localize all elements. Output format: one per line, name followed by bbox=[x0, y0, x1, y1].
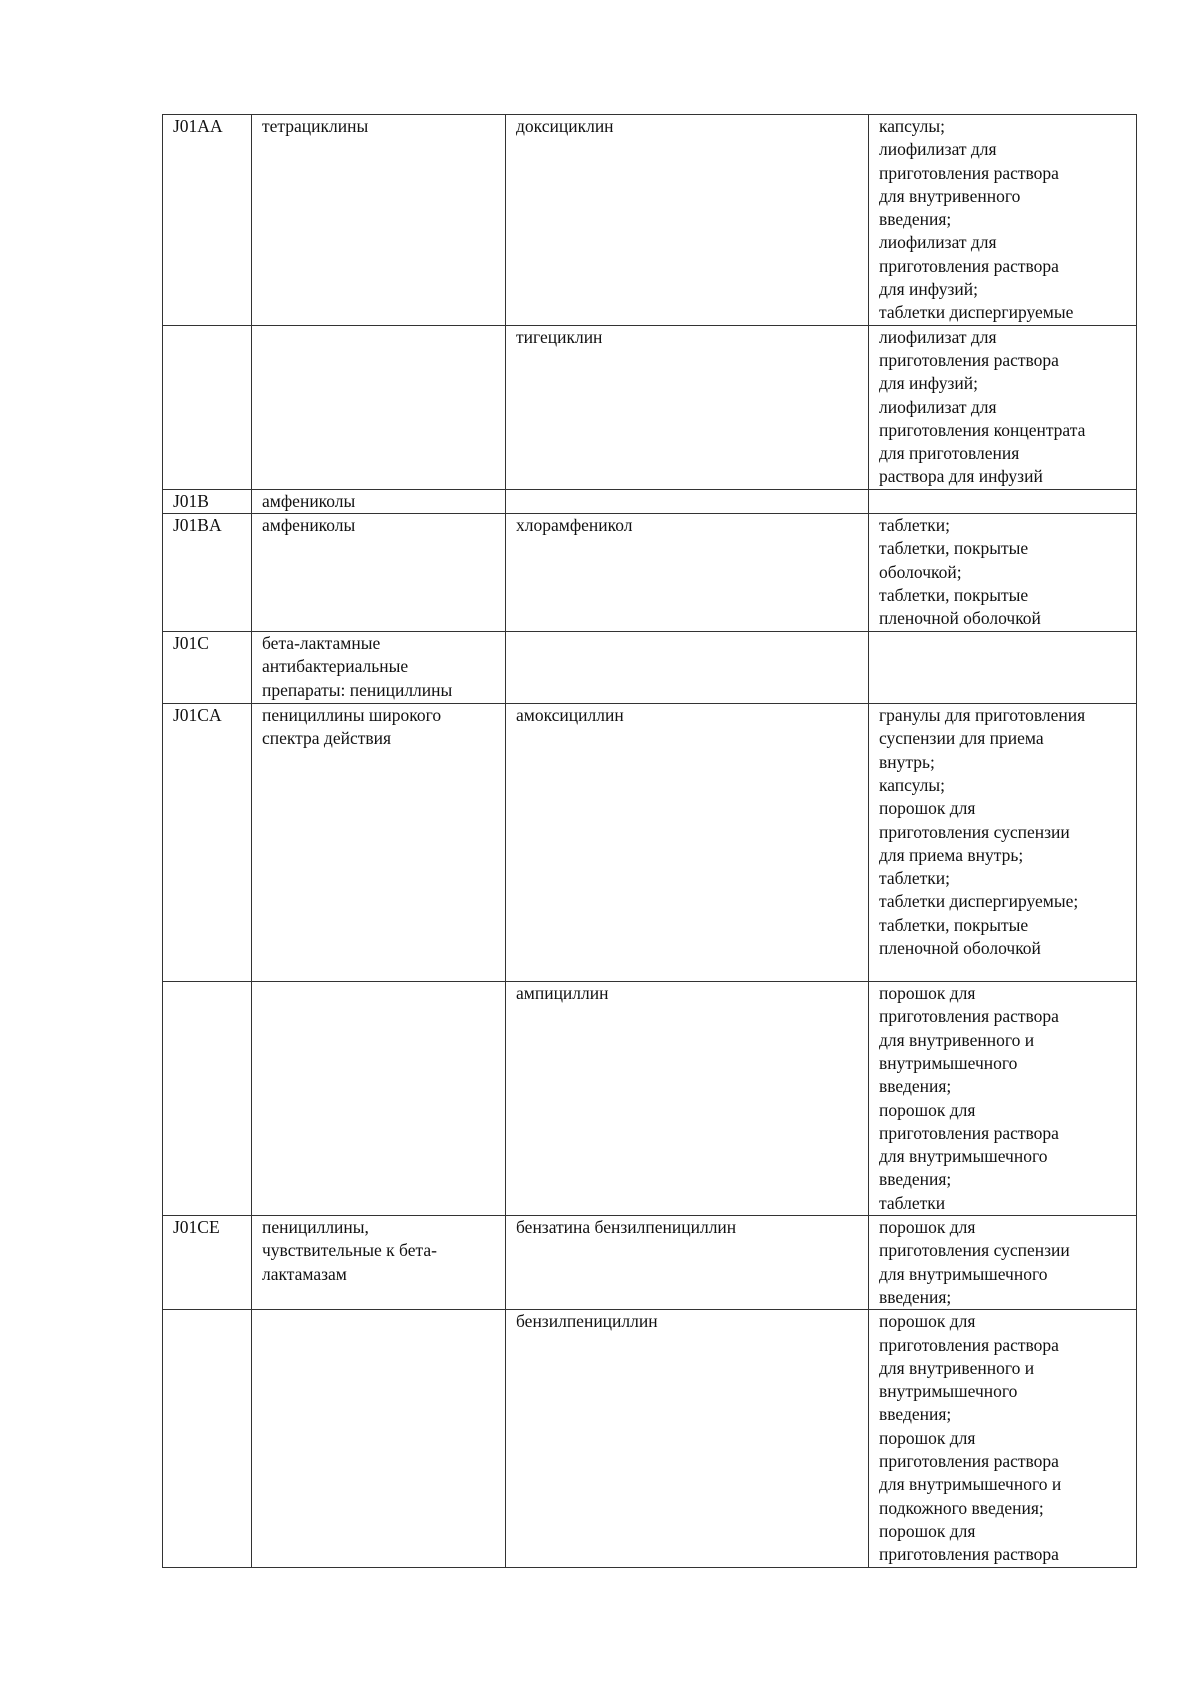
table-row bbox=[163, 704, 1137, 982]
drug-cell: хлорамфеникол bbox=[506, 514, 869, 632]
atc-code-cell: J01B bbox=[163, 489, 252, 513]
atc-code-cell bbox=[163, 982, 252, 1216]
atc-code-cell: J01AA bbox=[163, 115, 252, 326]
atc-code-cell: J01CE bbox=[163, 1216, 252, 1310]
dosage-form-cell: капсулы; лиофилизат для приготовления раствора для внутривенного введения; лиофилизат для приготовления раствора для инфузий; таблетки диспергируемые bbox=[869, 115, 1137, 326]
drug-cell: доксициклин bbox=[506, 115, 869, 326]
atc-code-cell bbox=[163, 1310, 252, 1567]
table-row bbox=[163, 115, 1137, 326]
atc-code-cell: J01BA bbox=[163, 514, 252, 632]
dosage-form-cell bbox=[869, 632, 1137, 704]
drug-cell: амоксициллин bbox=[506, 704, 869, 982]
group-cell bbox=[252, 1310, 506, 1567]
dosage-form-cell bbox=[869, 489, 1137, 513]
drug-classification-table bbox=[162, 114, 1137, 1568]
drug-cell: тигециклин bbox=[506, 325, 869, 489]
drug-cell: бензатина бензилпенициллин bbox=[506, 1216, 869, 1310]
table-row bbox=[163, 982, 1137, 1216]
group-cell bbox=[252, 982, 506, 1216]
table-row bbox=[163, 1216, 1137, 1310]
table-row bbox=[163, 632, 1137, 704]
dosage-form-cell: гранулы для приготовления суспензии для приема внутрь; капсулы; порошок для приготовления суспензии для приема внутрь; таблетки; таблетки диспергируемые; таблетки, покрытые пленочной оболочкой bbox=[869, 704, 1137, 982]
group-cell: пенициллины широкого спектра действия bbox=[252, 704, 506, 982]
drug-cell: бензилпенициллин bbox=[506, 1310, 869, 1567]
dosage-form-cell: порошок для приготовления раствора для внутривенного и внутримышечного введения; порошок для приготовления раствора для внутримышечного и подкожного введения; порошок для приготовления раствора bbox=[869, 1310, 1137, 1567]
dosage-form-cell: таблетки; таблетки, покрытые оболочкой; таблетки, покрытые пленочной оболочкой bbox=[869, 514, 1137, 632]
dosage-form-cell: порошок для приготовления суспензии для внутримышечного введения; bbox=[869, 1216, 1137, 1310]
dosage-form-cell: порошок для приготовления раствора для внутривенного и внутримышечного введения; порошок для приготовления раствора для внутримышечного введения; таблетки bbox=[869, 982, 1137, 1216]
group-cell: пенициллины, чувствительные к бета- лактамазам bbox=[252, 1216, 506, 1310]
group-cell: тетрациклины bbox=[252, 115, 506, 326]
atc-code-cell: J01CA bbox=[163, 704, 252, 982]
group-cell: бета-лактамные антибактериальные препараты: пенициллины bbox=[252, 632, 506, 704]
group-cell bbox=[252, 325, 506, 489]
group-cell: амфениколы bbox=[252, 489, 506, 513]
drug-cell bbox=[506, 632, 869, 704]
dosage-form-cell: лиофилизат для приготовления раствора для инфузий; лиофилизат для приготовления концентрата для приготовления раствора для инфузий bbox=[869, 325, 1137, 489]
table-row bbox=[163, 1310, 1137, 1567]
drug-cell: ампициллин bbox=[506, 982, 869, 1216]
table-row bbox=[163, 489, 1137, 513]
table-row bbox=[163, 325, 1137, 489]
group-cell: амфениколы bbox=[252, 514, 506, 632]
atc-code-cell bbox=[163, 325, 252, 489]
table-row bbox=[163, 514, 1137, 632]
atc-code-cell: J01C bbox=[163, 632, 252, 704]
drug-cell bbox=[506, 489, 869, 513]
